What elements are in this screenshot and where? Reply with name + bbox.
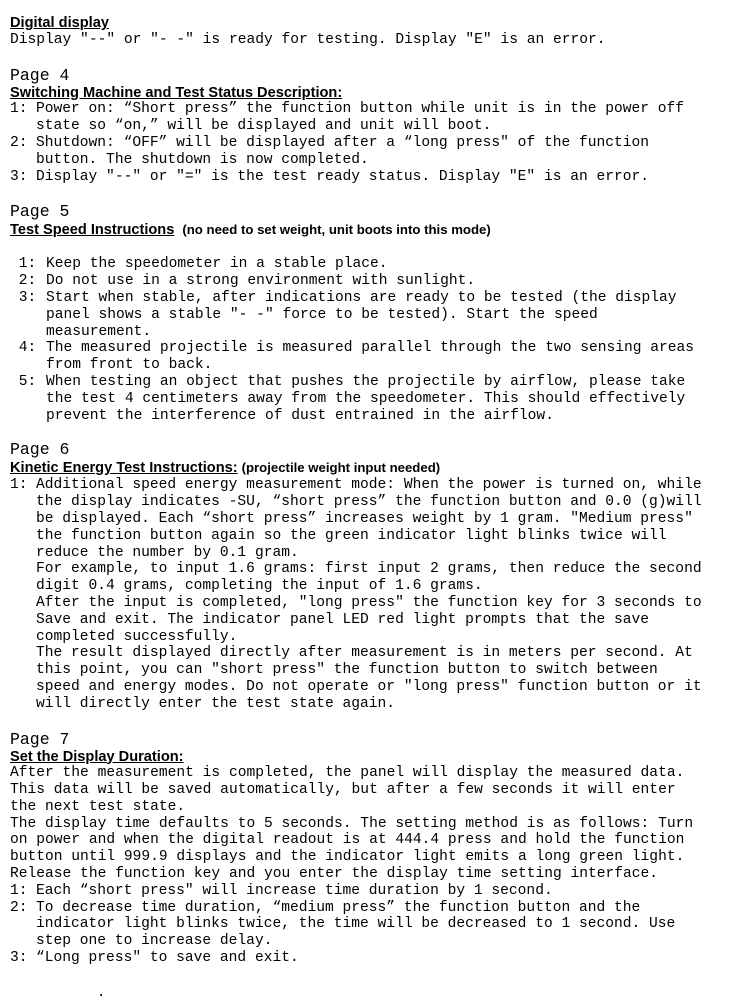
list-item-line: Keep the speedometer in a stable place.: [46, 256, 388, 273]
list-item-line: Do not use in a strong environment with sunlight.: [46, 273, 476, 290]
list-item: [10, 340, 725, 374]
paragraph-line: on power and when the digital readout is at 444.4 press and hold the function: [10, 832, 685, 849]
paragraph-line: button until 999.9 displays and the indicator light emits a long green light.: [10, 849, 685, 866]
list-item-number: 1:: [10, 101, 28, 118]
list-item-number: 2:: [10, 899, 28, 916]
page-4-list: [10, 101, 725, 185]
list-item-line: Power on: “Short press” the function button while unit is in the power off: [36, 101, 685, 118]
list-item-line: “Long press" to save and exit.: [36, 950, 299, 967]
digital-display-section: [10, 15, 725, 49]
list-item-line: the function button again so the green indicator light blinks twice will: [36, 527, 667, 544]
list-item-number: 5:: [10, 373, 37, 390]
page-6-list: [10, 477, 725, 712]
page-7-heading: Set the Display Duration:: [10, 748, 184, 765]
page-5-note: (no need to set weight, unit boots into this mode): [182, 222, 491, 238]
list-item-line: Start when stable, after indications are ready to be tested (the display: [46, 289, 677, 306]
page-7-paragraph: [10, 765, 725, 883]
list-item: [10, 883, 725, 900]
list-item-line: Display "--" or "=" is the test ready status. Display "E" is an error.: [36, 168, 650, 185]
page-7-label: Page 7: [10, 729, 70, 749]
page-5-heading: Test Speed Instructions: [10, 222, 175, 239]
list-item-line: completed successfully.: [36, 628, 238, 645]
list-item-number: 4:: [10, 340, 37, 357]
page-6-section: [10, 441, 725, 712]
list-item-line: indicator light blinks twice, the time will be decreased to 1 second. Use: [36, 916, 676, 933]
page-4-section: [10, 67, 725, 186]
paragraph-line: the next test state.: [10, 798, 186, 815]
list-item-line: state so “on,” will be displayed and unit will boot.: [36, 118, 492, 135]
list-item-line: After the input is completed, "long press" the function key for 3 seconds to: [36, 594, 702, 611]
list-item-line: To decrease time duration, “medium press” the function button and the: [36, 899, 641, 916]
document-page: [10, 15, 725, 967]
list-item-number: 3:: [10, 289, 37, 306]
page-4-heading: Switching Machine and Test Status Description:: [10, 84, 343, 101]
list-item-line: from front to back.: [46, 357, 213, 374]
paragraph-line: Release the function key and you enter the display time setting interface.: [10, 866, 659, 883]
list-item-number: 1:: [10, 256, 37, 273]
list-item-line: this point, you can "short press" the function button to switch between: [36, 662, 658, 679]
list-item-line: When testing an object that pushes the projectile by airflow, please take: [46, 373, 686, 390]
list-item-line: panel shows a stable "- -" force to be tested). Start the speed: [46, 306, 598, 323]
list-item-line: the display indicates -SU, “short press” the function button and 0.0 (g)will: [36, 494, 702, 511]
list-item-line: reduce the number by 0.1 gram.: [36, 544, 299, 561]
list-item-line: The result displayed directly after measurement is in meters per second. At: [36, 645, 693, 662]
page-6-note: (projectile weight input needed): [241, 460, 441, 476]
paragraph-line: This data will be saved automatically, but after a few seconds it will enter: [10, 782, 676, 799]
page-5-label: Page 5: [10, 202, 70, 222]
list-item-line: be displayed. Each “short press” increases weight by 1 gram. "Medium press": [36, 510, 693, 527]
list-item-number: 1:: [10, 477, 28, 494]
list-item: [10, 290, 725, 340]
page-7-list: [10, 883, 725, 967]
list-item: [10, 374, 725, 424]
list-item: [10, 101, 725, 135]
digital-display-heading: Digital display: [10, 15, 109, 31]
list-item-line: measurement.: [46, 323, 152, 340]
paragraph-line: After the measurement is completed, the panel will display the measured data.: [10, 765, 685, 782]
list-item-number: 2:: [10, 134, 28, 151]
digital-display-text: Display "--" or "- -" is ready for testing. Display "E" is an error.: [10, 31, 606, 48]
list-item: [10, 273, 725, 290]
paragraph-line: The display time defaults to 5 seconds. The setting method is as follows: Turn: [10, 815, 694, 832]
list-item-line: digit 0.4 grams, completing the input of 1.6 grams.: [36, 578, 483, 595]
list-item-line: Save and exit. The indicator panel LED red light prompts that the save: [36, 611, 650, 628]
list-item: [10, 256, 725, 273]
page-5-section: [10, 203, 725, 424]
list-item-line: Shutdown: “OFF” will be displayed after a “long press" of the function: [36, 134, 650, 151]
list-item: [10, 477, 725, 712]
list-item-number: 3:: [10, 950, 28, 967]
list-item-number: 3:: [10, 168, 28, 185]
list-item-line: For example, to input 1.6 grams: first input 2 grams, then reduce the second: [36, 561, 702, 578]
list-item-number: 2:: [10, 273, 37, 290]
list-item-line: button. The shutdown is now completed.: [36, 151, 369, 168]
list-item-line: step one to increase delay.: [36, 933, 273, 950]
list-item-line: Additional speed energy measurement mode: When the power is turned on, while: [36, 477, 702, 494]
list-item-line: speed and energy modes. Do not operate or "long press" function button or it: [36, 678, 702, 695]
page-4-label: Page 4: [10, 65, 70, 85]
page-5-list: [10, 256, 725, 424]
list-item-number: 1:: [10, 882, 28, 899]
list-item-line: will directly enter the test state again.: [36, 695, 396, 712]
list-item: [10, 169, 725, 186]
list-item-line: the test 4 centimeters away from the speedometer. This should effectively: [46, 390, 686, 407]
page-6-heading: Kinetic Energy Test Instructions:: [10, 460, 238, 477]
list-item: [10, 135, 725, 169]
page-6-label: Page 6: [10, 440, 70, 460]
list-item-line: prevent the interference of dust entrained in the airflow.: [46, 407, 554, 424]
list-item-line: Each “short press" will increase time duration by 1 second.: [36, 882, 553, 899]
list-item: [10, 900, 725, 950]
stray-mark: .: [97, 985, 106, 1001]
list-item: [10, 950, 725, 967]
page-7-section: [10, 731, 725, 967]
list-item-line: The measured projectile is measured parallel through the two sensing areas: [46, 340, 695, 357]
